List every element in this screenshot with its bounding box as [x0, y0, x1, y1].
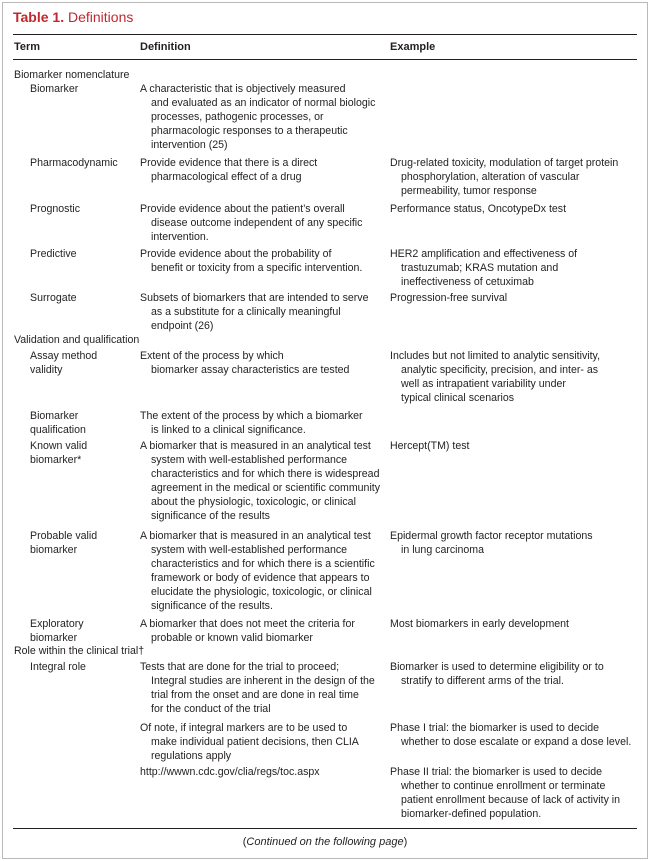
term-cell: [30, 203, 80, 217]
definition-line: significance of the results.: [151, 599, 273, 612]
definition-line: A characteristic that is objectively measured: [140, 83, 346, 95]
definition-line: intervention (25): [151, 138, 228, 151]
definition-line: intervention.: [151, 230, 209, 243]
bottom-rule: [13, 828, 637, 829]
example-line: permeability, tumor response: [401, 184, 537, 197]
example-cell: [390, 157, 618, 199]
definition-line: elucidate the physiologic, toxicologic, or clinical: [151, 585, 372, 598]
term-line: Biomarker: [30, 410, 79, 422]
definition-cell: [140, 766, 320, 780]
definition-line: endpoint (26): [151, 319, 214, 332]
example-cell: [390, 766, 620, 822]
term-line: Biomarker: [30, 83, 79, 95]
term-cell: [30, 292, 77, 306]
definition-line: as a substitute for a clinically meaningful: [151, 305, 341, 318]
table-caption: [13, 9, 133, 25]
term-cell: [30, 83, 78, 97]
term-cell: [30, 350, 97, 378]
example-line: patient enrollment because of lack of activity in: [401, 793, 621, 806]
definition-line: characteristics and for which there is a scientific: [151, 557, 375, 570]
definition-cell: [140, 350, 349, 378]
term-cell: [30, 410, 86, 438]
example-line: whether to continue enrollment or terminate: [401, 779, 606, 792]
definition-line: regulations apply: [151, 749, 232, 762]
definition-line: Integral studies are inherent in the design of the: [151, 674, 375, 687]
term-line: qualification: [30, 423, 86, 436]
example-cell: [390, 292, 507, 306]
continued-close: ): [403, 836, 408, 848]
term-line: Predictive: [30, 248, 77, 260]
term-line: validity: [30, 363, 63, 376]
definition-cell: [140, 661, 375, 717]
term-line: biomarker: [30, 631, 78, 644]
example-line: analytic specificity, precision, and inter- as: [401, 363, 599, 376]
example-cell: [390, 248, 577, 290]
definition-cell: [140, 248, 362, 276]
header-example: Example: [390, 41, 436, 53]
definition-line: Of note, if integral markers are to be used to: [140, 722, 348, 734]
definition-cell: [140, 440, 380, 523]
example-line: Most biomarkers in early development: [390, 618, 569, 630]
term-line: Exploratory: [30, 618, 84, 630]
definition-cell: [140, 292, 368, 334]
continued-text: Continued on the following page: [246, 836, 404, 848]
definition-line: biomarker assay characteristics are tested: [151, 363, 350, 376]
term-cell: [30, 618, 84, 646]
definition-line: trial from the onset and are done in real time: [151, 688, 359, 701]
term-line: Known valid: [30, 440, 88, 452]
definition-line: disease outcome independent of any specific: [151, 216, 363, 229]
section-heading: Biomarker nomenclature: [14, 69, 130, 81]
example-line: Hercept(TM) test: [390, 440, 470, 452]
definition-cell: [140, 410, 363, 438]
definition-cell: [140, 618, 355, 646]
example-cell: [390, 722, 631, 750]
definition-line: significance of the results: [151, 509, 270, 522]
definition-line: agreement in the medical or scientific community: [151, 481, 381, 494]
term-line: Pharmacodynamic: [30, 157, 118, 169]
table-title: Definitions: [67, 9, 134, 25]
example-cell: [390, 661, 604, 689]
definition-line: Subsets of biomarkers that are intended to serve: [140, 292, 369, 304]
definition-line: Tests that are done for the trial to proceed;: [140, 661, 340, 673]
section-heading: Validation and qualification: [14, 334, 140, 346]
definition-line: system with well-established performance: [151, 453, 348, 466]
term-line: biomarker*: [30, 453, 82, 466]
definition-line: Provide evidence about the patient’s overall: [140, 203, 345, 215]
example-line: stratify to different arms of the trial.: [401, 674, 564, 687]
example-line: typical clinical scenarios: [401, 391, 515, 404]
example-line: Performance status, OncotypeDx test: [390, 203, 567, 215]
definition-line: about the physiologic, toxicologic, or clinical: [151, 495, 356, 508]
definition-line: probable or known valid biomarker: [151, 631, 313, 644]
example-line: Epidermal growth factor receptor mutations: [390, 530, 593, 542]
top-rule: [13, 34, 637, 35]
definition-line: A biomarker that is measured in an analytical test: [140, 440, 371, 452]
definition-line: Extent of the process by which: [140, 350, 284, 362]
term-line: Assay method: [30, 350, 98, 362]
definition-line: A biomarker that does not meet the criteria for: [140, 618, 355, 630]
example-cell: [390, 440, 469, 454]
definition-url: http://wwwn.cdc.gov/clia/regs/toc.aspx: [140, 766, 320, 778]
table-label: Table 1.: [13, 9, 65, 25]
definition-line: pharmacologic responses to a therapeutic: [151, 124, 348, 137]
example-cell: [390, 350, 600, 406]
example-line: ineffectiveness of cetuximab: [401, 275, 534, 288]
example-line: HER2 amplification and effectiveness of: [390, 248, 578, 260]
definition-line: pharmacological effect of a drug: [151, 170, 302, 183]
example-line: Drug-related toxicity, modulation of target protein: [390, 157, 619, 169]
definition-line: Provide evidence that there is a direct: [140, 157, 318, 169]
term-cell: [30, 530, 97, 558]
term-line: Integral role: [30, 661, 86, 673]
definition-line: benefit or toxicity from a specific intervention.: [151, 261, 363, 274]
term-cell: [30, 248, 77, 262]
example-line: Phase II trial: the biomarker is used to decide: [390, 766, 602, 778]
example-cell: [390, 618, 569, 632]
definition-line: make individual patient decisions, then CLIA: [151, 735, 359, 748]
example-line: Progression-free survival: [390, 292, 508, 304]
term-cell: [30, 440, 87, 468]
definition-line: for the conduct of the trial: [151, 702, 271, 715]
definition-line: and evaluated as an indicator of normal biologic: [151, 96, 376, 109]
example-line: well as intrapatient variability under: [401, 377, 566, 390]
definition-cell: [140, 203, 362, 245]
example-line: phosphorylation, alteration of vascular: [401, 170, 580, 183]
definition-cell: [140, 83, 375, 153]
example-line: Includes but not limited to analytic sensitivity,: [390, 350, 601, 362]
section-heading: Role within the clinical trial†: [14, 645, 145, 657]
definition-line: characteristics and for which there is widespread: [151, 467, 380, 480]
example-line: biomarker-defined population.: [401, 807, 542, 820]
definition-cell: [140, 530, 375, 613]
example-cell: [390, 203, 566, 217]
example-line: in lung carcinoma: [401, 543, 485, 556]
definition-line: The extent of the process by which a biomarker: [140, 410, 363, 422]
definition-line: processes, pathogenic processes, or: [151, 110, 324, 123]
header-term: Term: [14, 41, 41, 53]
definition-cell: [140, 722, 359, 764]
term-line: Surrogate: [30, 292, 77, 304]
definition-line: framework or body of evidence that appears to: [151, 571, 370, 584]
header-rule: [13, 59, 637, 60]
term-line: Probable valid: [30, 530, 98, 542]
example-line: trastuzumab; KRAS mutation and: [401, 261, 559, 274]
continued-note: [0, 836, 650, 848]
term-line: biomarker: [30, 543, 78, 556]
continued-open: (: [242, 836, 247, 848]
example-line: Biomarker is used to determine eligibility or to: [390, 661, 604, 673]
definition-line: A biomarker that is measured in an analytical test: [140, 530, 371, 542]
example-cell: [390, 530, 593, 558]
definition-line: system with well-established performance: [151, 543, 348, 556]
definition-line: Provide evidence about the probability of: [140, 248, 332, 260]
term-line: Prognostic: [30, 203, 81, 215]
example-line: Phase I trial: the biomarker is used to decide: [390, 722, 600, 734]
example-line: whether to dose escalate or expand a dose level.: [401, 735, 632, 748]
term-cell: [30, 157, 118, 171]
definition-line: is linked to a clinical significance.: [151, 423, 306, 436]
term-cell: [30, 661, 86, 675]
definition-cell: [140, 157, 317, 185]
header-definition: Definition: [140, 41, 191, 53]
